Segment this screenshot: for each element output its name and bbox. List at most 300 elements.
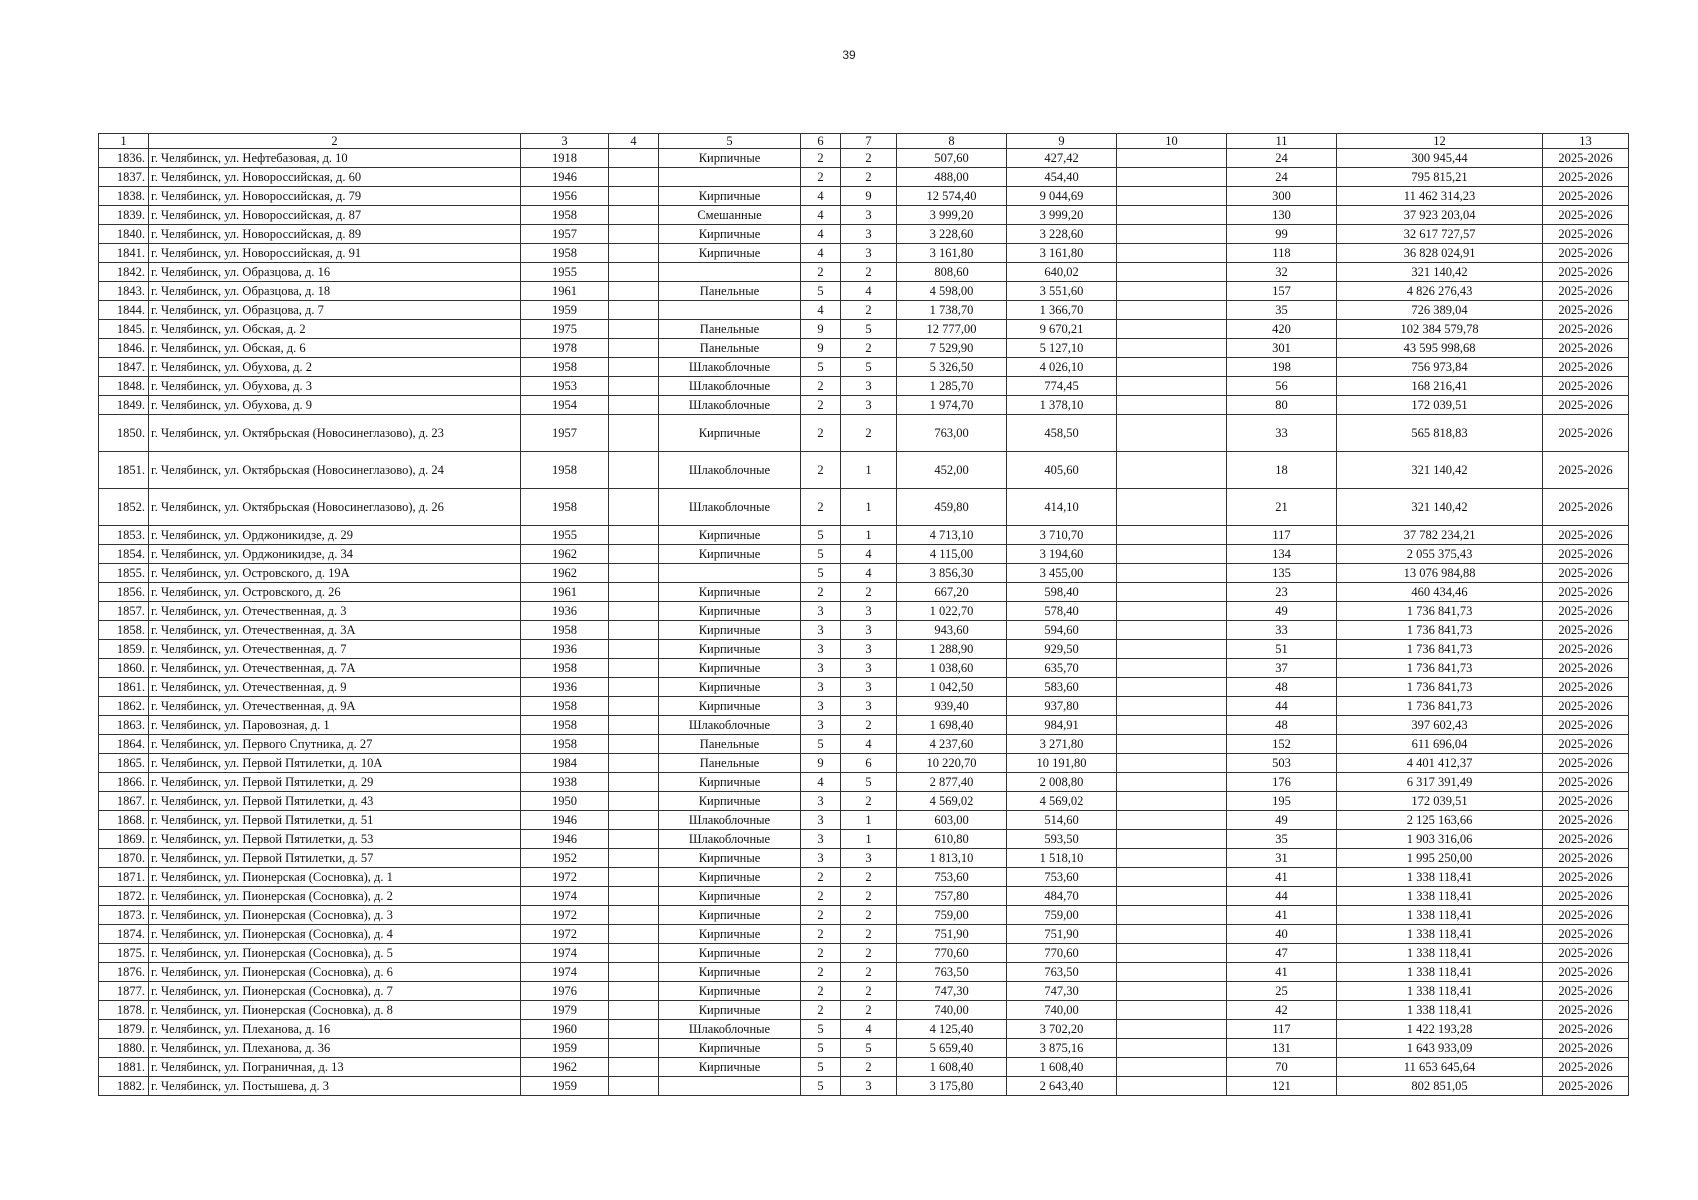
table-row (99, 320, 1629, 339)
table-row (99, 830, 1629, 849)
period-cell: 2025-2026 (1543, 792, 1629, 811)
col-4-cell (609, 149, 659, 168)
floors-cell: 2 (801, 377, 841, 396)
table-row (99, 925, 1629, 944)
year-built-cell: 1979 (521, 1001, 609, 1020)
wall-material-cell: Кирпичные (659, 149, 801, 168)
table-row (99, 1001, 1629, 1020)
year-built-cell: 1958 (521, 659, 609, 678)
residents-cell: 49 (1227, 811, 1337, 830)
col-4-cell (609, 244, 659, 263)
col-4-cell (609, 301, 659, 320)
address-cell: г. Челябинск, ул. Образцова, д. 7 (149, 301, 521, 320)
living-area-cell: 2 008,80 (1007, 773, 1117, 792)
wall-material-cell: Шлакоблочные (659, 716, 801, 735)
address-cell: г. Челябинск, ул. Пионерская (Сосновка), д. 4 (149, 925, 521, 944)
floors-cell: 3 (801, 792, 841, 811)
col-4-cell (609, 697, 659, 716)
col-10-cell (1117, 1039, 1227, 1058)
entrances-cell: 2 (841, 149, 897, 168)
cost-cell: 2 125 163,66 (1337, 811, 1543, 830)
table-row (99, 206, 1629, 225)
residents-cell: 80 (1227, 396, 1337, 415)
col-4-cell (609, 735, 659, 754)
wall-material-cell: Панельные (659, 282, 801, 301)
year-built-cell: 1972 (521, 868, 609, 887)
entrances-cell: 3 (841, 396, 897, 415)
col-10-cell (1117, 489, 1227, 526)
table-row (99, 489, 1629, 526)
wall-material-cell: Кирпичные (659, 526, 801, 545)
cost-cell: 321 140,42 (1337, 263, 1543, 282)
row-number-cell: 1842. (99, 263, 149, 282)
floors-cell: 5 (801, 735, 841, 754)
row-number-cell: 1838. (99, 187, 149, 206)
period-cell: 2025-2026 (1543, 925, 1629, 944)
table-row (99, 225, 1629, 244)
total-area-cell: 1 608,40 (897, 1058, 1007, 1077)
floors-cell: 3 (801, 830, 841, 849)
address-cell: г. Челябинск, ул. Отечественная, д. 3 (149, 602, 521, 621)
table-row (99, 168, 1629, 187)
address-cell: г. Челябинск, ул. Первой Пятилетки, д. 57 (149, 849, 521, 868)
row-number-cell: 1880. (99, 1039, 149, 1058)
period-cell: 2025-2026 (1543, 168, 1629, 187)
entrances-cell: 3 (841, 640, 897, 659)
cost-cell: 37 782 234,21 (1337, 526, 1543, 545)
row-number-cell: 1863. (99, 716, 149, 735)
year-built-cell: 1962 (521, 545, 609, 564)
year-built-cell: 1972 (521, 906, 609, 925)
period-cell: 2025-2026 (1543, 1001, 1629, 1020)
cost-cell: 172 039,51 (1337, 396, 1543, 415)
column-number-4: 4 (609, 134, 659, 149)
col-10-cell (1117, 583, 1227, 602)
entrances-cell: 3 (841, 659, 897, 678)
entrances-cell: 2 (841, 583, 897, 602)
floors-cell: 9 (801, 339, 841, 358)
period-cell: 2025-2026 (1543, 963, 1629, 982)
col-10-cell (1117, 849, 1227, 868)
floors-cell: 3 (801, 811, 841, 830)
period-cell: 2025-2026 (1543, 1039, 1629, 1058)
entrances-cell: 1 (841, 830, 897, 849)
cost-cell: 1 736 841,73 (1337, 602, 1543, 621)
year-built-cell: 1956 (521, 187, 609, 206)
col-10-cell (1117, 792, 1227, 811)
table-row (99, 792, 1629, 811)
living-area-cell: 759,00 (1007, 906, 1117, 925)
floors-cell: 4 (801, 301, 841, 320)
col-4-cell (609, 168, 659, 187)
col-10-cell (1117, 1077, 1227, 1096)
row-number-cell: 1882. (99, 1077, 149, 1096)
period-cell: 2025-2026 (1543, 489, 1629, 526)
entrances-cell: 1 (841, 811, 897, 830)
total-area-cell: 1 738,70 (897, 301, 1007, 320)
year-built-cell: 1946 (521, 811, 609, 830)
year-built-cell: 1946 (521, 168, 609, 187)
cost-cell: 43 595 998,68 (1337, 339, 1543, 358)
col-4-cell (609, 868, 659, 887)
entrances-cell: 6 (841, 754, 897, 773)
total-area-cell: 1 038,60 (897, 659, 1007, 678)
table-row (99, 339, 1629, 358)
cost-cell: 321 140,42 (1337, 489, 1543, 526)
year-built-cell: 1961 (521, 583, 609, 602)
period-cell: 2025-2026 (1543, 415, 1629, 452)
total-area-cell: 747,30 (897, 982, 1007, 1001)
col-4-cell (609, 1001, 659, 1020)
floors-cell: 3 (801, 602, 841, 621)
entrances-cell: 4 (841, 282, 897, 301)
entrances-cell: 2 (841, 963, 897, 982)
floors-cell: 2 (801, 168, 841, 187)
total-area-cell: 610,80 (897, 830, 1007, 849)
address-cell: г. Челябинск, ул. Пионерская (Сосновка), д. 8 (149, 1001, 521, 1020)
residents-cell: 117 (1227, 1020, 1337, 1039)
cost-cell: 172 039,51 (1337, 792, 1543, 811)
period-cell: 2025-2026 (1543, 944, 1629, 963)
wall-material-cell: Шлакоблочные (659, 830, 801, 849)
row-number-cell: 1876. (99, 963, 149, 982)
col-10-cell (1117, 564, 1227, 583)
total-area-cell: 751,90 (897, 925, 1007, 944)
table-row (99, 415, 1629, 452)
total-area-cell: 740,00 (897, 1001, 1007, 1020)
residents-cell: 176 (1227, 773, 1337, 792)
address-cell: г. Челябинск, ул. Первой Пятилетки, д. 10А (149, 754, 521, 773)
col-4-cell (609, 396, 659, 415)
total-area-cell: 4 569,02 (897, 792, 1007, 811)
floors-cell: 5 (801, 526, 841, 545)
col-4-cell (609, 716, 659, 735)
row-number-cell: 1878. (99, 1001, 149, 1020)
entrances-cell: 2 (841, 925, 897, 944)
cost-cell: 1 995 250,00 (1337, 849, 1543, 868)
row-number-cell: 1846. (99, 339, 149, 358)
total-area-cell: 507,60 (897, 149, 1007, 168)
total-area-cell: 3 175,80 (897, 1077, 1007, 1096)
floors-cell: 2 (801, 396, 841, 415)
floors-cell: 3 (801, 659, 841, 678)
year-built-cell: 1936 (521, 640, 609, 659)
table-row (99, 773, 1629, 792)
address-cell: г. Челябинск, ул. Образцова, д. 16 (149, 263, 521, 282)
cost-cell: 611 696,04 (1337, 735, 1543, 754)
living-area-cell: 937,80 (1007, 697, 1117, 716)
column-number-1: 1 (99, 134, 149, 149)
residents-cell: 33 (1227, 621, 1337, 640)
period-cell: 2025-2026 (1543, 225, 1629, 244)
table-row (99, 811, 1629, 830)
table-row (99, 244, 1629, 263)
year-built-cell: 1976 (521, 982, 609, 1001)
period-cell: 2025-2026 (1543, 263, 1629, 282)
entrances-cell: 4 (841, 564, 897, 583)
address-cell: г. Челябинск, ул. Обухова, д. 3 (149, 377, 521, 396)
floors-cell: 2 (801, 868, 841, 887)
row-number-cell: 1881. (99, 1058, 149, 1077)
residents-cell: 99 (1227, 225, 1337, 244)
cost-cell: 1 338 118,41 (1337, 868, 1543, 887)
residents-cell: 33 (1227, 415, 1337, 452)
total-area-cell: 4 115,00 (897, 545, 1007, 564)
cost-cell: 4 826 276,43 (1337, 282, 1543, 301)
year-built-cell: 1958 (521, 735, 609, 754)
year-built-cell: 1958 (521, 244, 609, 263)
row-number-cell: 1865. (99, 754, 149, 773)
residents-cell: 41 (1227, 906, 1337, 925)
col-10-cell (1117, 754, 1227, 773)
housing-registry-table (98, 133, 1629, 1096)
floors-cell: 4 (801, 187, 841, 206)
address-cell: г. Челябинск, ул. Плеханова, д. 36 (149, 1039, 521, 1058)
year-built-cell: 1959 (521, 301, 609, 320)
period-cell: 2025-2026 (1543, 659, 1629, 678)
address-cell: г. Челябинск, ул. Новороссийская, д. 79 (149, 187, 521, 206)
wall-material-cell (659, 1077, 801, 1096)
living-area-cell: 458,50 (1007, 415, 1117, 452)
total-area-cell: 10 220,70 (897, 754, 1007, 773)
total-area-cell: 753,60 (897, 868, 1007, 887)
residents-cell: 44 (1227, 697, 1337, 716)
col-10-cell (1117, 963, 1227, 982)
wall-material-cell: Кирпичные (659, 1058, 801, 1077)
entrances-cell: 3 (841, 849, 897, 868)
entrances-cell: 2 (841, 1058, 897, 1077)
year-built-cell: 1954 (521, 396, 609, 415)
entrances-cell: 5 (841, 1039, 897, 1058)
entrances-cell: 1 (841, 489, 897, 526)
column-number-3: 3 (521, 134, 609, 149)
period-cell: 2025-2026 (1543, 301, 1629, 320)
year-built-cell: 1946 (521, 830, 609, 849)
period-cell: 2025-2026 (1543, 716, 1629, 735)
wall-material-cell: Кирпичные (659, 982, 801, 1001)
col-10-cell (1117, 206, 1227, 225)
wall-material-cell: Кирпичные (659, 545, 801, 564)
wall-material-cell: Смешанные (659, 206, 801, 225)
wall-material-cell: Шлакоблочные (659, 452, 801, 489)
living-area-cell: 3 551,60 (1007, 282, 1117, 301)
year-built-cell: 1972 (521, 925, 609, 944)
period-cell: 2025-2026 (1543, 452, 1629, 489)
table-row (99, 545, 1629, 564)
residents-cell: 301 (1227, 339, 1337, 358)
col-10-cell (1117, 244, 1227, 263)
living-area-cell: 427,42 (1007, 149, 1117, 168)
address-cell: г. Челябинск, ул. Пионерская (Сосновка), д. 3 (149, 906, 521, 925)
residents-cell: 131 (1227, 1039, 1337, 1058)
period-cell: 2025-2026 (1543, 339, 1629, 358)
col-4-cell (609, 358, 659, 377)
floors-cell: 5 (801, 545, 841, 564)
period-cell: 2025-2026 (1543, 187, 1629, 206)
address-cell: г. Челябинск, ул. Орджоникидзе, д. 34 (149, 545, 521, 564)
wall-material-cell: Кирпичные (659, 225, 801, 244)
year-built-cell: 1952 (521, 849, 609, 868)
residents-cell: 48 (1227, 716, 1337, 735)
wall-material-cell: Кирпичные (659, 244, 801, 263)
wall-material-cell (659, 168, 801, 187)
living-area-cell: 3 999,20 (1007, 206, 1117, 225)
cost-cell: 4 401 412,37 (1337, 754, 1543, 773)
year-built-cell: 1938 (521, 773, 609, 792)
floors-cell: 3 (801, 640, 841, 659)
total-area-cell: 763,00 (897, 415, 1007, 452)
cost-cell: 1 903 316,06 (1337, 830, 1543, 849)
col-10-cell (1117, 906, 1227, 925)
table-row (99, 1039, 1629, 1058)
living-area-cell: 3 271,80 (1007, 735, 1117, 754)
residents-cell: 35 (1227, 301, 1337, 320)
year-built-cell: 1974 (521, 944, 609, 963)
period-cell: 2025-2026 (1543, 602, 1629, 621)
period-cell: 2025-2026 (1543, 320, 1629, 339)
col-4-cell (609, 1039, 659, 1058)
period-cell: 2025-2026 (1543, 244, 1629, 263)
living-area-cell: 3 702,20 (1007, 1020, 1117, 1039)
table-row (99, 887, 1629, 906)
period-cell: 2025-2026 (1543, 526, 1629, 545)
row-number-cell: 1844. (99, 301, 149, 320)
entrances-cell: 3 (841, 244, 897, 263)
residents-cell: 42 (1227, 1001, 1337, 1020)
address-cell: г. Челябинск, ул. Паровозная, д. 1 (149, 716, 521, 735)
period-cell: 2025-2026 (1543, 1020, 1629, 1039)
period-cell: 2025-2026 (1543, 754, 1629, 773)
living-area-cell: 3 875,16 (1007, 1039, 1117, 1058)
total-area-cell: 4 237,60 (897, 735, 1007, 754)
entrances-cell: 3 (841, 225, 897, 244)
cost-cell: 11 653 645,64 (1337, 1058, 1543, 1077)
total-area-cell: 4 125,40 (897, 1020, 1007, 1039)
col-10-cell (1117, 187, 1227, 206)
row-number-cell: 1836. (99, 149, 149, 168)
address-cell: г. Челябинск, ул. Новороссийская, д. 91 (149, 244, 521, 263)
floors-cell: 2 (801, 925, 841, 944)
year-built-cell: 1958 (521, 621, 609, 640)
row-number-cell: 1869. (99, 830, 149, 849)
address-cell: г. Челябинск, ул. Октябрьская (Новосинеглазово), д. 23 (149, 415, 521, 452)
col-10-cell (1117, 225, 1227, 244)
floors-cell: 2 (801, 149, 841, 168)
floors-cell: 5 (801, 1039, 841, 1058)
floors-cell: 2 (801, 452, 841, 489)
entrances-cell: 4 (841, 1020, 897, 1039)
living-area-cell: 3 455,00 (1007, 564, 1117, 583)
living-area-cell: 984,91 (1007, 716, 1117, 735)
wall-material-cell: Кирпичные (659, 697, 801, 716)
cost-cell: 565 818,83 (1337, 415, 1543, 452)
address-cell: г. Челябинск, ул. Первой Пятилетки, д. 43 (149, 792, 521, 811)
table-row (99, 944, 1629, 963)
table-row (99, 716, 1629, 735)
row-number-cell: 1849. (99, 396, 149, 415)
cost-cell: 300 945,44 (1337, 149, 1543, 168)
row-number-cell: 1847. (99, 358, 149, 377)
col-10-cell (1117, 358, 1227, 377)
total-area-cell: 808,60 (897, 263, 1007, 282)
floors-cell: 9 (801, 754, 841, 773)
col-4-cell (609, 963, 659, 982)
residents-cell: 118 (1227, 244, 1337, 263)
col-4-cell (609, 811, 659, 830)
row-number-cell: 1854. (99, 545, 149, 564)
total-area-cell: 667,20 (897, 583, 1007, 602)
year-built-cell: 1953 (521, 377, 609, 396)
address-cell: г. Челябинск, ул. Пограничная, д. 13 (149, 1058, 521, 1077)
residents-cell: 300 (1227, 187, 1337, 206)
table-row (99, 1058, 1629, 1077)
address-cell: г. Челябинск, ул. Обская, д. 6 (149, 339, 521, 358)
col-4-cell (609, 621, 659, 640)
entrances-cell: 2 (841, 982, 897, 1001)
address-cell: г. Челябинск, ул. Островского, д. 26 (149, 583, 521, 602)
col-4-cell (609, 320, 659, 339)
table-row (99, 396, 1629, 415)
residents-cell: 157 (1227, 282, 1337, 301)
table-row (99, 301, 1629, 320)
period-cell: 2025-2026 (1543, 1077, 1629, 1096)
total-area-cell: 603,00 (897, 811, 1007, 830)
wall-material-cell (659, 301, 801, 320)
col-4-cell (609, 206, 659, 225)
table-row (99, 452, 1629, 489)
col-4-cell (609, 187, 659, 206)
residents-cell: 24 (1227, 149, 1337, 168)
period-cell: 2025-2026 (1543, 282, 1629, 301)
year-built-cell: 1955 (521, 263, 609, 282)
period-cell: 2025-2026 (1543, 377, 1629, 396)
floors-cell: 2 (801, 1001, 841, 1020)
living-area-cell: 751,90 (1007, 925, 1117, 944)
year-built-cell: 1959 (521, 1039, 609, 1058)
col-10-cell (1117, 887, 1227, 906)
col-4-cell (609, 754, 659, 773)
table-row (99, 906, 1629, 925)
entrances-cell: 2 (841, 716, 897, 735)
table-row (99, 526, 1629, 545)
table-row (99, 735, 1629, 754)
wall-material-cell: Кирпичные (659, 678, 801, 697)
period-cell: 2025-2026 (1543, 206, 1629, 225)
living-area-cell: 405,60 (1007, 452, 1117, 489)
year-built-cell: 1961 (521, 282, 609, 301)
wall-material-cell: Кирпичные (659, 849, 801, 868)
total-area-cell: 12 777,00 (897, 320, 1007, 339)
address-cell: г. Челябинск, ул. Отечественная, д. 7 (149, 640, 521, 659)
address-cell: г. Челябинск, ул. Отечественная, д. 9 (149, 678, 521, 697)
cost-cell: 1 338 118,41 (1337, 944, 1543, 963)
total-area-cell: 943,60 (897, 621, 1007, 640)
entrances-cell: 3 (841, 1077, 897, 1096)
col-4-cell (609, 602, 659, 621)
total-area-cell: 759,00 (897, 906, 1007, 925)
col-4-cell (609, 377, 659, 396)
table-row (99, 621, 1629, 640)
floors-cell: 4 (801, 225, 841, 244)
living-area-cell: 454,40 (1007, 168, 1117, 187)
column-number-row (99, 134, 1629, 149)
residents-cell: 24 (1227, 168, 1337, 187)
period-cell: 2025-2026 (1543, 640, 1629, 659)
row-number-cell: 1866. (99, 773, 149, 792)
table-row (99, 1077, 1629, 1096)
col-10-cell (1117, 168, 1227, 187)
living-area-cell: 763,50 (1007, 963, 1117, 982)
